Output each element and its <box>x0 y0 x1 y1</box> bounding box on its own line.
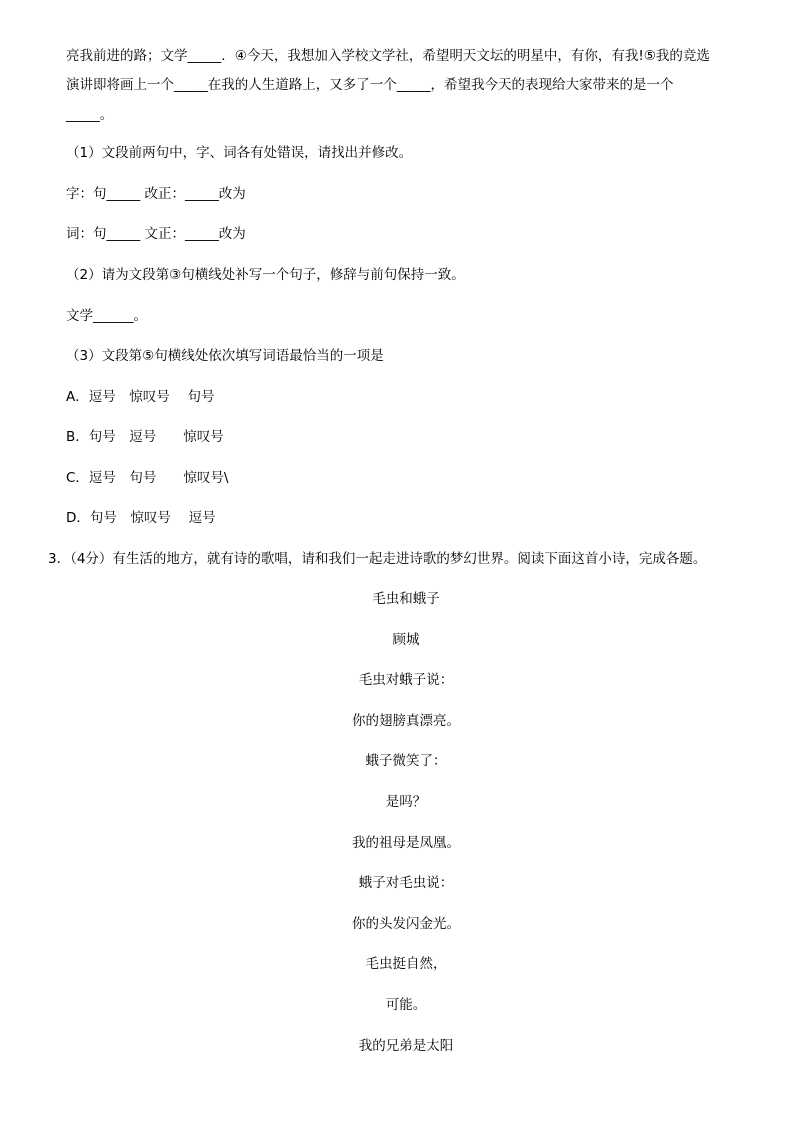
sub-question-1-prompt: （1）文段前两句中，字、词各有处错误，请找出并修改。 <box>66 145 413 161</box>
sub-question-1-answer-char: 字：句_____ 改正：_____改为 <box>66 186 246 202</box>
option-c: C．逗号 句号 惊叹号\ <box>66 470 229 486</box>
question-3-stem: 3．（4分）有生活的地方，就有诗的歌唱，请和我们一起走进诗歌的梦幻世界。阅读下面这首小诗，完成各题。 <box>48 551 707 567</box>
passage-line-3: _____。 <box>66 107 114 123</box>
sub-question-2-prompt: （2）请为文段第③句横线处补写一个句子，修辞与前句保持一致。 <box>66 267 465 283</box>
passage-line-2: 演讲即将画上一个_____在我的人生道路上，又多了一个_____，希望我今天的表现给大家带来的是一个 <box>66 77 674 93</box>
poem-line: 你的翅膀真漂亮。 <box>352 713 460 729</box>
option-a: A．逗号 惊叹号 句号 <box>66 389 215 405</box>
poem-line: 我的兄弟是太阳 <box>358 1038 454 1054</box>
sub-question-2-answer: 文学______。 <box>66 308 147 324</box>
sub-question-3-prompt: （3）文段第⑤句横线处依次填写词语最恰当的一项是 <box>66 348 384 364</box>
poem-line: 毛虫挺自然， <box>365 956 447 972</box>
poem-line: 是吗？ <box>385 794 427 810</box>
passage-line-1: 亮我前进的路；文学_____．④今天，我想加入学校文学社，希望明天文坛的明星中，有你，有我!⑤我的竞选 <box>66 48 710 64</box>
poem-title: 毛虫和蛾子 <box>372 591 440 607</box>
poem-author: 顾城 <box>392 632 420 648</box>
sub-question-1-answer-word: 词：句_____ 文正：_____改为 <box>66 226 246 242</box>
poem-line: 可能。 <box>385 997 427 1013</box>
poem-line: 蛾子对毛虫说： <box>358 875 454 891</box>
poem-line: 蛾子微笑了： <box>365 753 447 769</box>
option-b: B．句号 逗号 惊叹号 <box>66 429 224 445</box>
poem-line: 毛虫对蛾子说： <box>358 672 454 688</box>
poem-line: 我的祖母是凤凰。 <box>352 835 460 851</box>
poem-line: 你的头发闪金光。 <box>352 916 460 932</box>
option-d: D．句号 惊叹号 逗号 <box>66 510 216 526</box>
